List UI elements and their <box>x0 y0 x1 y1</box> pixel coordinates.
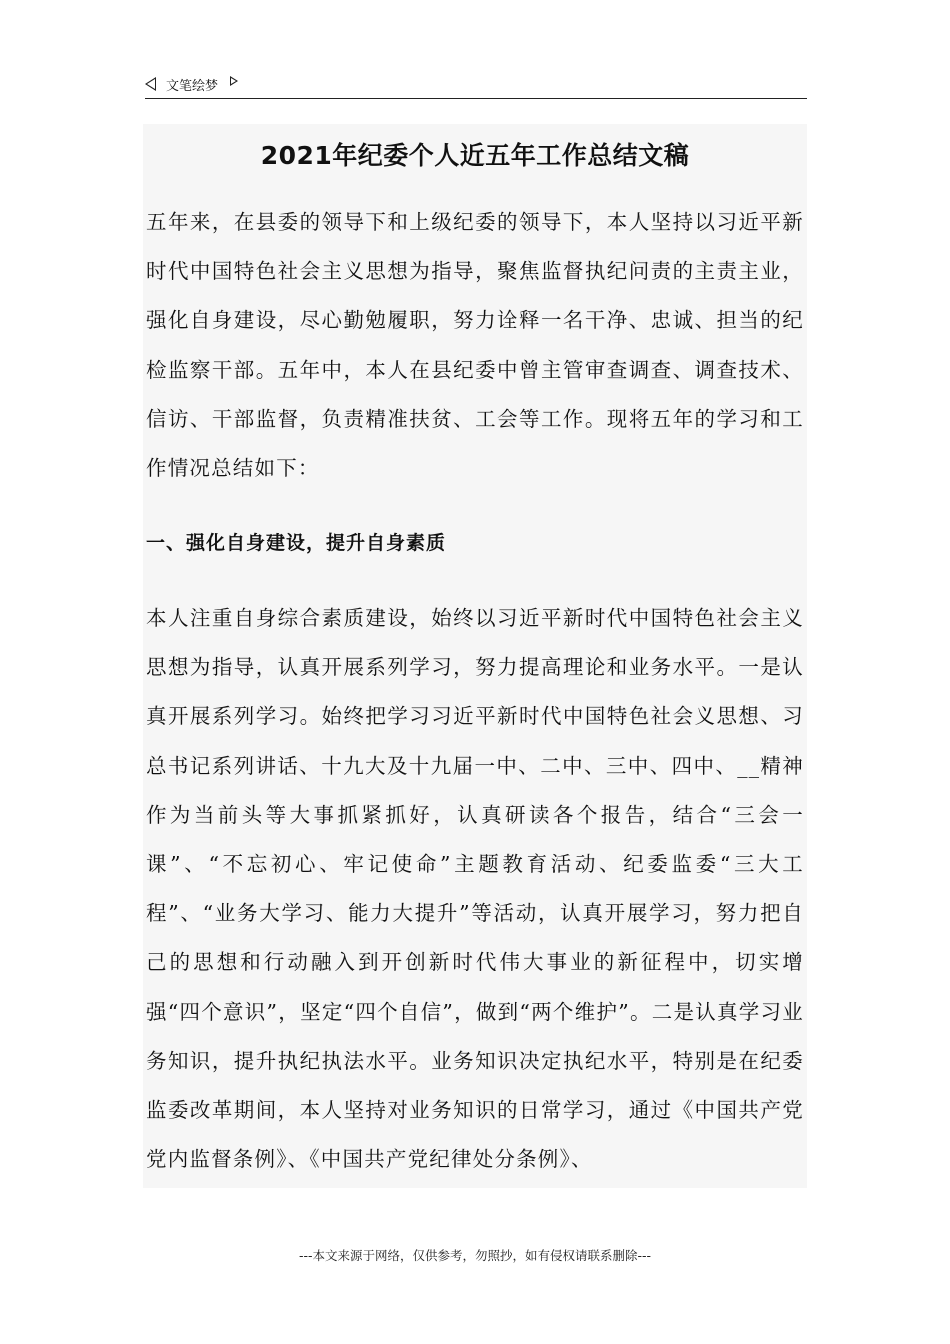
triangle-left-icon <box>145 77 156 91</box>
page-header <box>145 70 807 99</box>
footer-notice: ---本文来源于网络，仅供参考，勿照抄，如有侵权请联系删除--- <box>298 1248 652 1263</box>
document-title: 2021年纪委个人近五年工作总结文稿 <box>260 141 690 170</box>
section-heading: 一、强化自身建设，提升自身素质 <box>146 532 447 554</box>
header-brand: 文笔绘梦 <box>166 78 219 94</box>
document-body <box>143 124 807 1188</box>
section-paragraph: 本人注重自身综合素质建设，始终以习近平新时代中国特色社会主义思想为指导，认真开展系列学习，努力提高理论和业务水平。一是认真开展系列学习。始终把学习习近平新时代中国特色社会义思想、习总书记系列讲话、十九大及十九届一中、二中、三中、四中、__精神作为当前头等大事抓紧抓好，认真研读各个报告，结合“三会一课”、“不忘初心、牢记使命”主题教育活动、纪委监委“三大工程”、“业务大学习、能力大提升”等活动，认真开展学习，努力把自己的思想和行动融入到开创新时代伟大事业的新征程中，切实增强“四个意识”，坚定“四个自信”，做到“两个维护”。二是认真学习业务知识，提升执纪执法水平。业务知识决定执纪水平，特别是在纪委监委改革期间，本人坚持对业务知识的日常学习，通过《中国共产党党内监督条例》、《中国共产党纪律处分条例》、 <box>146 606 804 1172</box>
intro-paragraph: 五年来，在县委的领导下和上级纪委的领导下，本人坚持以习近平新时代中国特色社会主义思想为指导，聚焦监督执纪问责的主责主业，强化自身建设，尽心勤勉履职，努力诠释一名干净、忠诚、担当的纪检监察干部。五年中，本人在县纪委中曾主管审查调查、调查技术、信访、干部监督，负责精准扶贫、工会等工作。现将五年的学习和工作情况总结如下： <box>146 210 804 481</box>
triangle-right-icon <box>230 76 238 86</box>
